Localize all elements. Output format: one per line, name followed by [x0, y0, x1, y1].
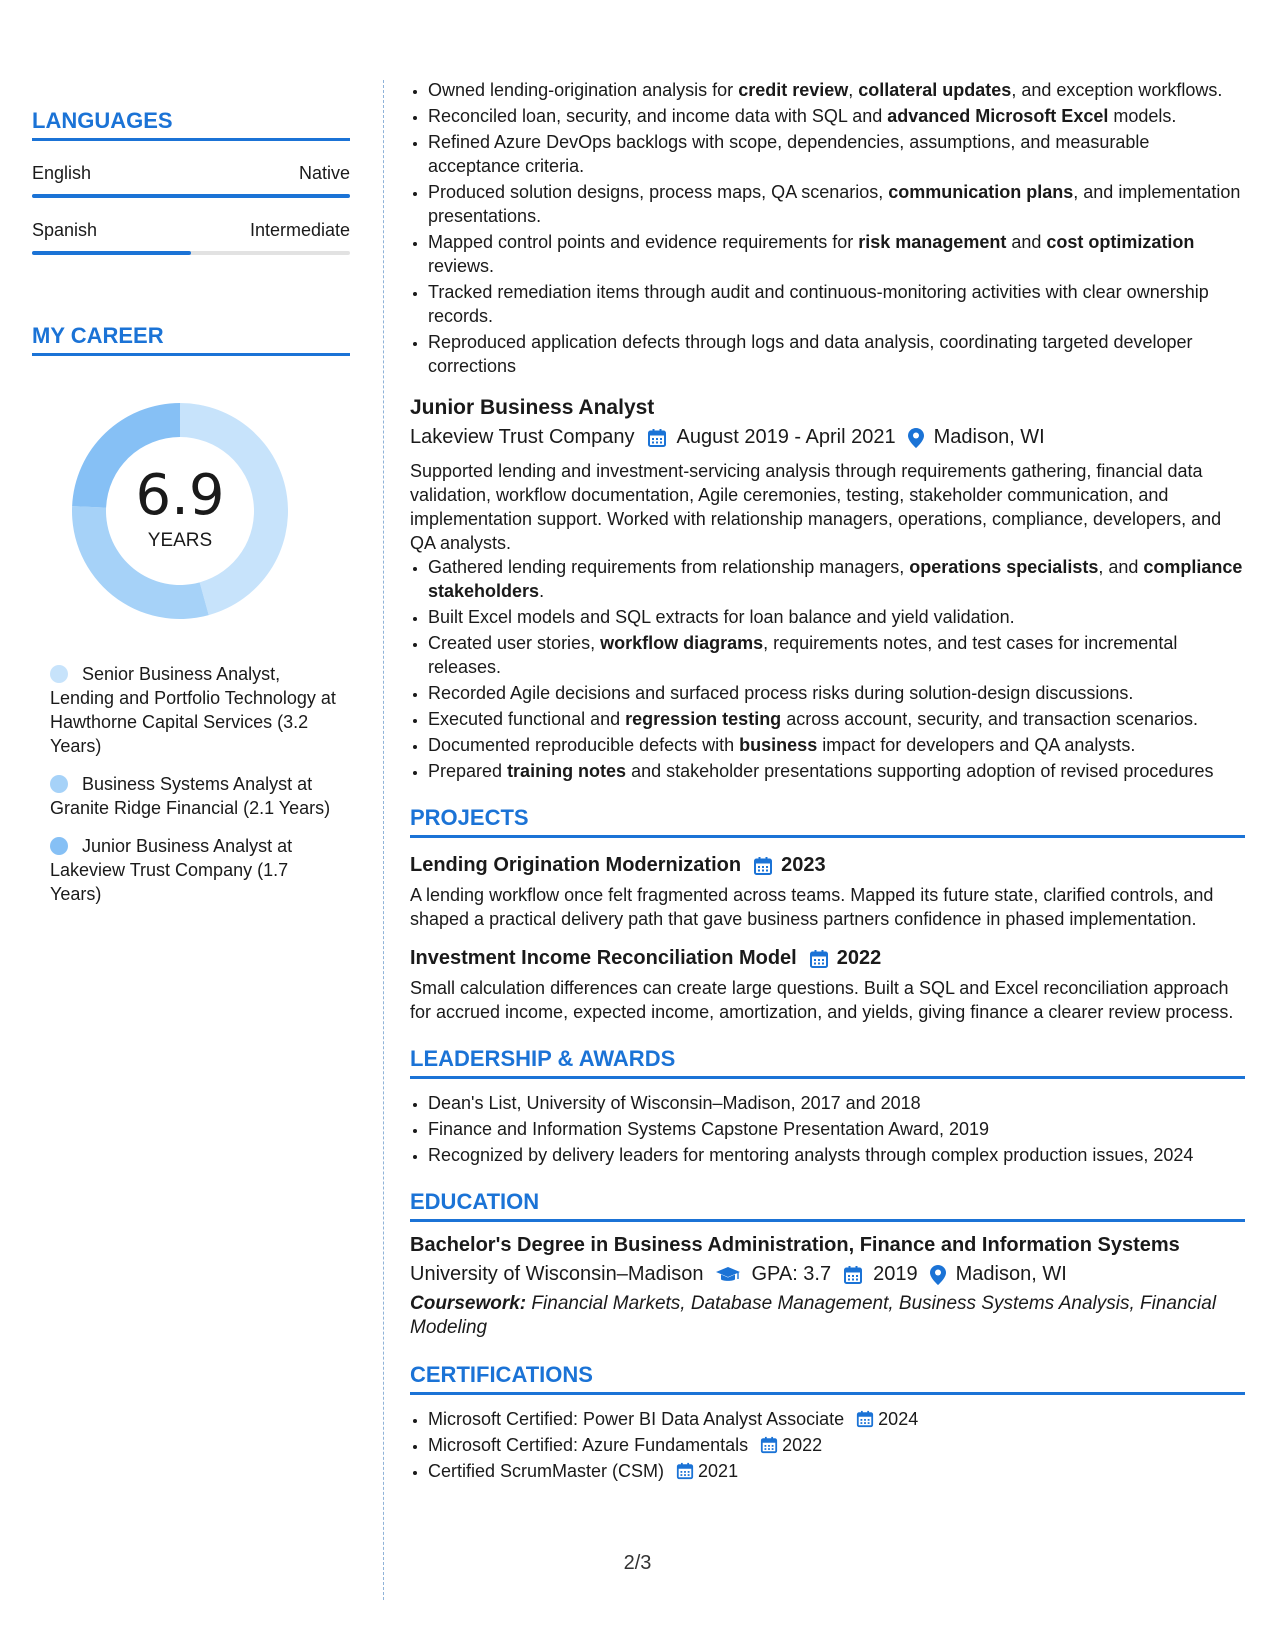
bold-text: advanced Microsoft Excel	[887, 106, 1109, 126]
project-year: 2022	[836, 947, 882, 969]
coursework-list: Financial Markets, Database Management, Business Systems Analysis, Financial Modeling	[410, 1293, 1217, 1338]
career-heading: MY CAREER	[32, 323, 350, 356]
calendar-icon	[647, 428, 667, 448]
bold-text: communication plans	[888, 182, 1074, 202]
bold-text: collateral updates	[858, 80, 1012, 100]
career-legend-item	[50, 662, 340, 758]
career-total-years: 6.9	[135, 463, 225, 528]
bullet-item	[428, 555, 1245, 603]
projects-heading: PROJECTS	[410, 805, 1245, 838]
job-summary: Supported lending and investment-servicing analysis through requirements gathering, financial data validation, workflow documentation, Agile ceremonies, testing, stakeholder communication, and implementation support. Worked with relationship managers, operations, compliance, developers, and QA analysts.	[410, 461, 1222, 553]
project-item	[410, 854, 1245, 931]
languages-heading: LANGUAGES	[32, 108, 350, 141]
certification-year: 2021	[698, 1461, 739, 1481]
certification-year: 2022	[782, 1435, 823, 1455]
location-pin-icon	[908, 428, 924, 448]
project-year: 2023	[781, 854, 826, 876]
text-run: Owned lending-origination analysis for	[428, 80, 739, 100]
language-level-fill	[32, 194, 350, 198]
text-run: across account, security, and transaction scenarios.	[781, 709, 1199, 729]
languages-list	[32, 163, 350, 255]
text-run: , and exception workflows.	[1011, 80, 1223, 100]
text-run: Built Excel models and SQL extracts for loan balance and yield validation.	[428, 607, 1015, 627]
bold-text: workflow diagrams	[600, 633, 764, 653]
text-run: models.	[1108, 106, 1177, 126]
text-run: and stakeholder presentations supporting adoption of revised procedures	[626, 761, 1214, 781]
gpa: GPA: 3.7	[751, 1263, 832, 1285]
career-legend-item	[50, 834, 340, 906]
text-run: Reproduced application defects through logs and data analysis, coordinating targeted developer corrections	[428, 332, 1193, 376]
page-number: 2/3	[623, 1552, 652, 1574]
bullet-item	[428, 330, 1245, 378]
bullet-item	[428, 78, 1245, 102]
language-name: English	[32, 163, 92, 183]
job-location: Madison, WI	[933, 426, 1045, 448]
coursework-label: Coursework:	[410, 1293, 527, 1314]
calendar-icon	[760, 1436, 778, 1454]
leadership-list	[410, 1091, 1245, 1167]
language-name: Spanish	[32, 220, 98, 240]
location-pin-icon	[930, 1265, 946, 1285]
text-run: Created user stories,	[428, 633, 601, 653]
main-content	[410, 78, 1245, 1485]
certification-name: • Microsoft Certified: Power BI Data Analyst Associate	[428, 1409, 845, 1429]
project-name: Lending Origination Modernization	[410, 854, 742, 876]
bullet-item	[428, 104, 1245, 128]
education-meta	[410, 1263, 1245, 1286]
career-donut-chart	[65, 396, 295, 626]
certification-item	[428, 1459, 1245, 1483]
bold-text: cost optimization	[1046, 232, 1195, 252]
leadership-heading: LEADERSHIP & AWARDS	[410, 1046, 1245, 1079]
certifications-list	[410, 1407, 1245, 1483]
job-bullets	[410, 555, 1245, 783]
bullet-item	[428, 631, 1245, 679]
text-run: Tracked remediation items through audit and continuous-monitoring activities with clear ownership records.	[428, 282, 1209, 326]
certifications-heading: CERTIFICATIONS	[410, 1362, 1245, 1395]
text-run: Gathered lending requirements from relationship managers,	[428, 557, 910, 577]
job-company: Lakeview Trust Company	[410, 426, 635, 448]
award-item: • Dean's List, University of Wisconsin–Madison, 2017 and 2018	[428, 1091, 1245, 1115]
calendar-icon	[809, 949, 829, 969]
text-run: reviews.	[428, 256, 495, 276]
education-heading: EDUCATION	[410, 1189, 1245, 1222]
text-run: , requirements notes, and test cases for incremental releases.	[428, 633, 1178, 677]
text-run: Mapped control points and evidence requirements for	[428, 232, 859, 252]
column-divider	[383, 80, 384, 1600]
text-run: ,	[848, 80, 859, 100]
text-run: Recorded Agile decisions and surfaced process risks during solution-design discussions.	[428, 683, 1134, 703]
bold-text: training notes	[507, 761, 627, 781]
certification-item	[428, 1407, 1245, 1431]
bullet-item	[428, 280, 1245, 328]
certification-item	[428, 1433, 1245, 1457]
text-run: Executed functional and	[428, 709, 626, 729]
text-run: and	[1006, 232, 1047, 252]
job-meta	[410, 426, 1245, 449]
project-description: A lending workflow once felt fragmented across teams. Mapped its future state, clarified controls, and shaped a practical delivery path that gave business partners confidence in phased implementation.	[410, 885, 1214, 929]
language-row	[32, 220, 350, 241]
text-run: , and	[1098, 557, 1144, 577]
graduation-year: 2019	[873, 1263, 918, 1285]
career-legend-item	[50, 772, 340, 820]
donut-center	[65, 396, 295, 626]
text-run: .	[539, 581, 545, 601]
legend-label: Junior Business Analyst at Lakeview Trust Company (1.7 Years)	[50, 836, 293, 904]
text-run: Prepared	[428, 761, 508, 781]
legend-dot	[50, 837, 68, 855]
bold-text: risk management	[858, 232, 1007, 252]
project-title	[410, 947, 1245, 970]
bold-text: regression testing	[625, 709, 782, 729]
text-run: Refined Azure DevOps backlogs with scope, dependencies, assumptions, and measurable acceptance criteria.	[428, 132, 1150, 176]
calendar-icon	[676, 1462, 694, 1480]
certification-name: • Certified ScrumMaster (CSM)	[428, 1461, 665, 1481]
previous-job-bullets	[410, 78, 1245, 378]
language-level-bar	[32, 251, 350, 255]
legend-label: Senior Business Analyst, Lending and Portfolio Technology at Hawthorne Capital Services (3.2 Years)	[50, 664, 336, 756]
project-name: Investment Income Reconciliation Model	[410, 947, 797, 969]
career-legend	[32, 662, 350, 906]
project-item	[410, 947, 1245, 1024]
legend-dot	[50, 775, 68, 793]
language-level-fill	[32, 251, 191, 255]
award-item: • Finance and Information Systems Capstone Presentation Award, 2019	[428, 1117, 1245, 1141]
job-title: Junior Business Analyst	[410, 396, 655, 419]
language-row	[32, 163, 350, 184]
bold-text: business	[739, 735, 818, 755]
graduation-cap-icon	[715, 1266, 741, 1284]
certification-year: 2024	[878, 1409, 919, 1429]
bullet-item	[428, 759, 1245, 783]
language-item	[32, 220, 350, 255]
text-run: Reconciled loan, security, and income data with SQL and	[428, 106, 888, 126]
language-level-bar	[32, 194, 350, 198]
degree-title: Bachelor's Degree in Business Administration, Finance and Information Systems	[410, 1234, 1180, 1256]
bullet-item	[428, 130, 1245, 178]
text-run: Documented reproducible defects with	[428, 735, 740, 755]
school-location: Madison, WI	[955, 1263, 1067, 1285]
legend-label: Business Systems Analyst at Granite Ridge Financial (2.1 Years)	[50, 774, 331, 818]
school-name: University of Wisconsin–Madison	[410, 1263, 704, 1285]
sidebar	[32, 80, 350, 920]
bold-text: credit review	[738, 80, 849, 100]
language-item	[32, 163, 350, 198]
project-description: Small calculation differences can create large questions. Built a SQL and Excel reconciliation approach for accrued income, expected income, amortization, and yields, giving finance a clearer review process.	[410, 978, 1234, 1022]
calendar-icon	[753, 856, 773, 876]
bullet-item	[428, 681, 1245, 705]
career-years-unit: YEARS	[147, 530, 213, 551]
award-item: • Recognized by delivery leaders for mentoring analysts through complex production issues, 2024	[428, 1143, 1245, 1167]
language-level: Native	[298, 163, 350, 183]
certification-name: • Microsoft Certified: Azure Fundamentals	[428, 1435, 749, 1455]
text-run: Produced solution designs, process maps, QA scenarios,	[428, 182, 889, 202]
calendar-icon	[856, 1410, 874, 1428]
bullet-item	[428, 605, 1245, 629]
bullet-item	[428, 230, 1245, 278]
text-run: impact for developers and QA analysts.	[817, 735, 1136, 755]
bullet-item	[428, 707, 1245, 731]
language-level: Intermediate	[249, 220, 350, 240]
projects-list	[410, 854, 1245, 1024]
text-run: , and implementation presentations.	[428, 182, 1241, 226]
project-title	[410, 854, 1245, 877]
legend-dot	[50, 665, 68, 683]
bullet-item	[428, 180, 1245, 228]
bold-text: compliance stakeholders	[428, 557, 1243, 601]
bullet-item	[428, 733, 1245, 757]
calendar-icon	[843, 1265, 863, 1285]
bold-text: operations specialists	[909, 557, 1099, 577]
coursework	[410, 1292, 1245, 1340]
job-dates: August 2019 - April 2021	[676, 426, 896, 448]
